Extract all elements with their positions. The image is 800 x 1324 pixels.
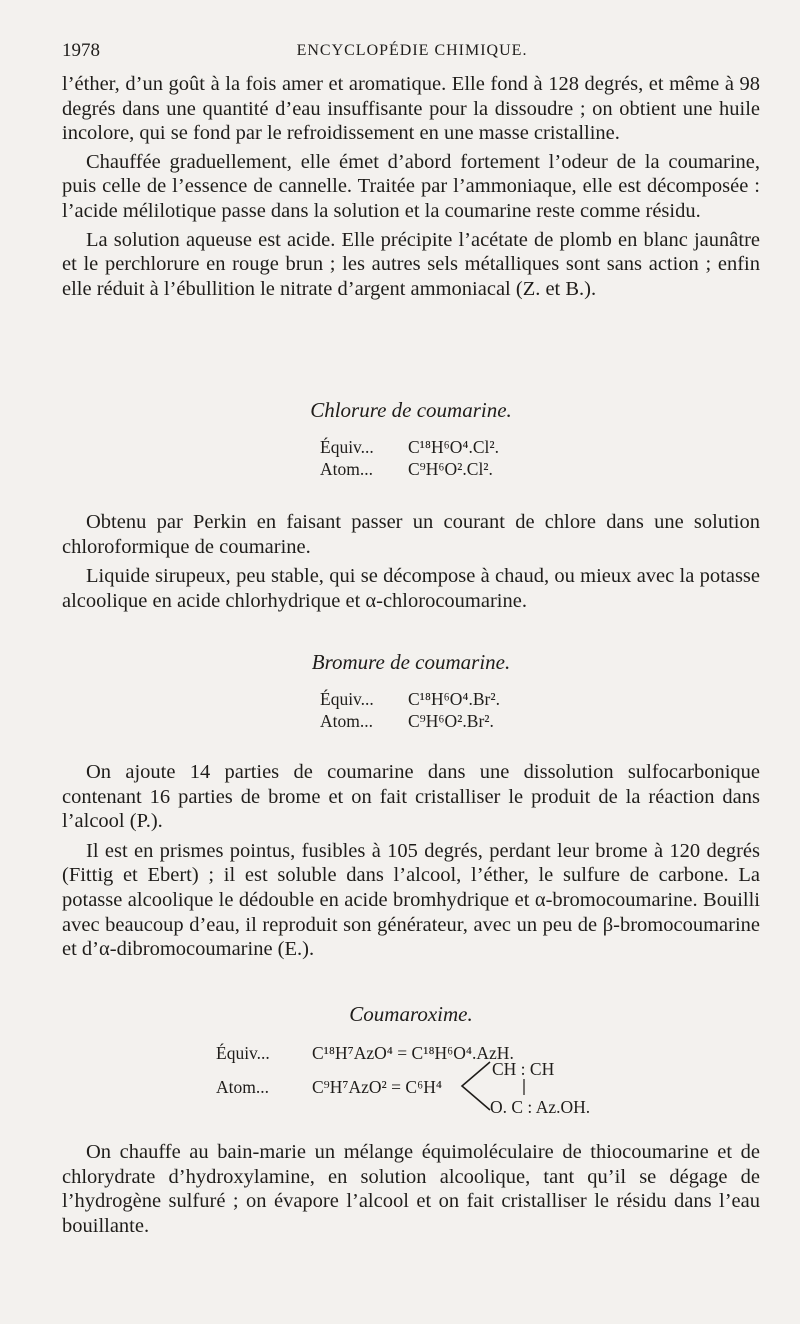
text-block-coumaroxime <box>62 1140 760 1238</box>
text-block-bromure <box>62 760 760 962</box>
section-heading-coumaroxime: Coumaroxime. <box>349 1002 473 1026</box>
paragraph: Chauffée graduellement, elle émet d’abord fortement l’odeur de la coumarine, puis celle de l’essence de cannelle. Traitée par l’ammoniaque, elle est décomposée : l’acide mélilotique passe dans la solution et la coumarine reste comme résidu. <box>62 150 760 222</box>
paragraph: On ajoute 14 parties de coumarine dans une dissolution sulfocarbonique contenant 16 parties de brome et on fait cristalliser le produit de la réaction dans l’alcool (P.). <box>62 761 760 833</box>
formula-label: Atom... <box>320 459 373 479</box>
page-number: 1978 <box>62 40 100 61</box>
formula-bromure <box>320 688 500 732</box>
ring-bond <box>519 1078 529 1096</box>
formula-value: C⁹H⁶O².Br². <box>408 711 494 731</box>
formula-label: Équiv... <box>216 1043 270 1063</box>
formula-value: C¹⁸H⁶O⁴.Br². <box>408 689 500 709</box>
section-heading-bromure: Bromure de coumarine. <box>311 650 511 674</box>
page-header <box>62 40 762 66</box>
formula-label: Atom... <box>216 1077 269 1097</box>
paragraph: Il est en prismes pointus, fusibles à 105 degrés, perdant leur brome à 120 degrés (Fittig et Ebert) ; il est soluble dans l’alcool, l’éther, le sulfure de carbone. La potasse alcoolique le dédouble en acide bromhydrique et α-bromocoumarine. Bouilli avec beaucoup d’eau, il reproduit son générateur, avec un peu de β-bromocoumarine et d’α-dibromocoumarine (E.). <box>62 839 760 961</box>
formula-chlorure <box>320 436 499 480</box>
formula-label: Équiv... <box>320 437 374 457</box>
formula-value: C⁹H⁷AzO² = C⁶H⁴ <box>312 1077 442 1097</box>
formula-coumaroxime-atom <box>216 1076 442 1098</box>
paragraph: Obtenu par Perkin en faisant passer un courant de chlore dans une solution chloroformique de coumarine. <box>62 511 760 558</box>
paragraph: On chauffe au bain-marie un mélange équimoléculaire de thiocoumarine et de chlorydrate d’hydroxylamine, en solution alcoolique, tant qu’il se dégage de l’hydrogène sulfuré ; on évapore l’alcool et on fait cristalliser le résidu dans l’eau bouillante. <box>62 1141 760 1237</box>
formula-ring-bottom: O. C : Az.OH. <box>490 1097 591 1117</box>
paragraph: La solution aqueuse est acide. Elle précipite l’acétate de plomb en blanc jaunâtre et le perchlorure en rouge brun ; les autres sels métalliques sont sans action ; enfin elle réduit à l’ébullition le nitrate d’argent ammoniacal (Z. et B.). <box>62 228 760 300</box>
formula-ring-top: CH : CH <box>492 1059 555 1079</box>
running-title: ENCYCLOPÉDIE CHIMIQUE. <box>296 42 528 59</box>
paragraph: l’éther, d’un goût à la fois amer et aromatique. Elle fond à 128 degrés, et même à 98 degrés dans une quantité d’eau insuffisante pour la dissoudre ; on obtient une huile incolore, qui se fond par le refroidissement en une masse cristalline. <box>62 73 760 145</box>
text-block-chlorure <box>62 510 760 613</box>
formula-label: Atom... <box>320 711 373 731</box>
formula-label: Équiv... <box>320 689 374 709</box>
paragraph: Liquide sirupeux, peu stable, qui se décompose à chaud, ou mieux avec la potasse alcoolique en acide chlorhydrique et α-chlorocoumarine. <box>62 565 760 612</box>
formula-value: C¹⁸H⁷AzO⁴ = C¹⁸H⁶O⁴.AzH. <box>312 1043 514 1063</box>
formula-value: C⁹H⁶O².Cl². <box>408 459 493 479</box>
text-block-top <box>62 72 760 301</box>
section-heading-chlorure: Chlorure de coumarine. <box>310 398 512 422</box>
formula-value: C¹⁸H⁶O⁴.Cl². <box>408 437 500 457</box>
